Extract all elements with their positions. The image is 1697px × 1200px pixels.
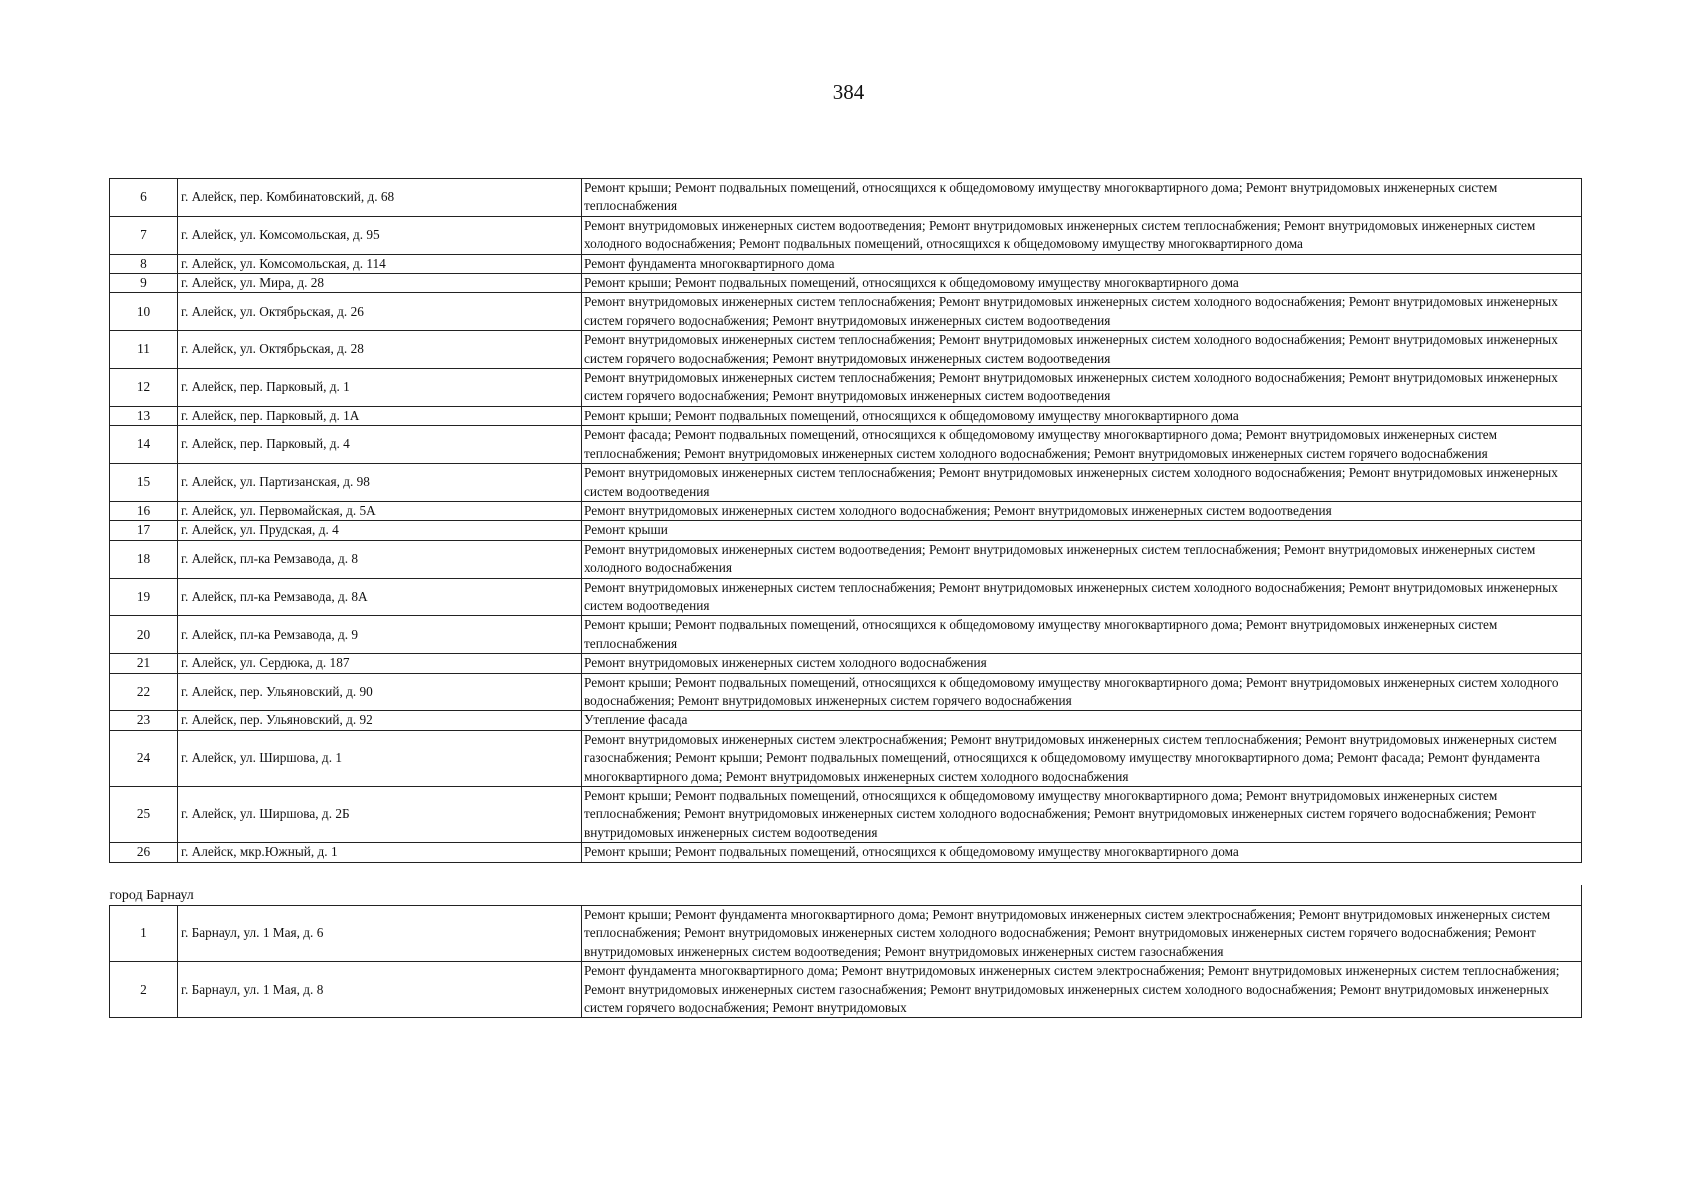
table-row xyxy=(110,730,1582,786)
row-works: Ремонт внутридомовых инженерных систем теплоснабжения; Ремонт внутридомовых инженерных систем холодного водоснабжения; Ремонт внутридомовых инженерных систем водоотведения xyxy=(582,578,1582,616)
table-row xyxy=(110,426,1582,464)
table-row xyxy=(110,711,1582,730)
row-works: Ремонт крыши; Ремонт подвальных помещений, относящихся к общедомовому имуществу многоквартирного дома; Ремонт внутридомовых инженерных систем теплоснабжения xyxy=(582,616,1582,654)
row-address: г. Алейск, ул. Ширшова, д. 1 xyxy=(178,730,582,786)
row-address: г. Алейск, ул. Ширшова, д. 2Б xyxy=(178,787,582,843)
row-works: Ремонт внутридомовых инженерных систем теплоснабжения; Ремонт внутридомовых инженерных систем холодного водоснабжения; Ремонт внутридомовых инженерных систем горячего водоснабжения; Ремонт внутридомовых инженерных систем водоотведения xyxy=(582,331,1582,369)
table-row xyxy=(110,274,1582,293)
row-number: 17 xyxy=(110,521,178,540)
row-number: 18 xyxy=(110,540,178,578)
row-address: г. Алейск, ул. Мира, д. 28 xyxy=(178,274,582,293)
row-number: 15 xyxy=(110,464,178,502)
row-works: Ремонт внутридомовых инженерных систем теплоснабжения; Ремонт внутридомовых инженерных систем холодного водоснабжения; Ремонт внутридомовых инженерных систем водоотведения xyxy=(582,464,1582,502)
row-address: г. Алейск, пер. Ульяновский, д. 90 xyxy=(178,673,582,711)
table-row xyxy=(110,501,1582,520)
table-row xyxy=(110,254,1582,273)
row-number: 8 xyxy=(110,254,178,273)
row-works: Ремонт крыши; Ремонт подвальных помещений, относящихся к общедомовому имуществу многоквартирного дома xyxy=(582,406,1582,425)
table-row xyxy=(110,521,1582,540)
row-works: Ремонт крыши xyxy=(582,521,1582,540)
row-works: Ремонт крыши; Ремонт фундамента многоквартирного дома; Ремонт внутридомовых инженерных систем электроснабжения; Ремонт внутридомовых инженерных систем теплоснабжения; Ремонт внутридомовых инженерных систем холодного водоснабжения; Ремонт внутридомовых инженерных систем горячего водоснабжения; Ремонт внутридомовых инженерных систем водоотведения; Ремонт внутридомовых инженерных систем газоснабжения xyxy=(582,906,1582,962)
row-address: г. Барнаул, ул. 1 Мая, д. 6 xyxy=(178,906,582,962)
row-address: г. Алейск, ул. Сердюка, д. 187 xyxy=(178,654,582,673)
row-number: 16 xyxy=(110,501,178,520)
row-works: Ремонт внутридомовых инженерных систем электроснабжения; Ремонт внутридомовых инженерных систем теплоснабжения; Ремонт внутридомовых инженерных систем газоснабжения; Ремонт крыши; Ремонт подвальных помещений, относящихся к общедомовому имуществу многоквартирного дома; Ремонт фасада; Ремонт фундамента многоквартирного дома; Ремонт внутридомовых инженерных систем холодного водоснабжения xyxy=(582,730,1582,786)
row-address: г. Алейск, пер. Парковый, д. 1А xyxy=(178,406,582,425)
row-works: Ремонт внутридомовых инженерных систем холодного водоснабжения xyxy=(582,654,1582,673)
row-works: Ремонт крыши; Ремонт подвальных помещений, относящихся к общедомовому имуществу многоквартирного дома; Ремонт внутридомовых инженерных систем теплоснабжения xyxy=(582,179,1582,217)
table-row xyxy=(110,654,1582,673)
row-works: Ремонт крыши; Ремонт подвальных помещений, относящихся к общедомовому имуществу многоквартирного дома; Ремонт внутридомовых инженерных систем холодного водоснабжения; Ремонт внутридомовых инженерных систем горячего водоснабжения xyxy=(582,673,1582,711)
row-works: Ремонт внутридомовых инженерных систем теплоснабжения; Ремонт внутридомовых инженерных систем холодного водоснабжения; Ремонт внутридомовых инженерных систем горячего водоснабжения; Ремонт внутридомовых инженерных систем водоотведения xyxy=(582,369,1582,407)
table-row xyxy=(110,293,1582,331)
row-number: 9 xyxy=(110,274,178,293)
row-works: Ремонт крыши; Ремонт подвальных помещений, относящихся к общедомовому имуществу многоквартирного дома; Ремонт внутридомовых инженерных систем теплоснабжения; Ремонт внутридомовых инженерных систем холодного водоснабжения; Ремонт внутридомовых инженерных систем горячего водоснабжения; Ремонт внутридомовых инженерных систем водоотведения xyxy=(582,787,1582,843)
row-address: г. Алейск, пл-ка Ремзавода, д. 8А xyxy=(178,578,582,616)
row-number: 26 xyxy=(110,843,178,862)
table-row xyxy=(110,369,1582,407)
row-address: г. Алейск, пер. Парковый, д. 4 xyxy=(178,426,582,464)
row-address: г. Алейск, ул. Октябрьская, д. 28 xyxy=(178,331,582,369)
row-number: 1 xyxy=(110,906,178,962)
row-works: Ремонт внутридомовых инженерных систем холодного водоснабжения; Ремонт внутридомовых инженерных систем водоотведения xyxy=(582,501,1582,520)
row-number: 19 xyxy=(110,578,178,616)
row-address: г. Барнаул, ул. 1 Мая, д. 8 xyxy=(178,962,582,1018)
table-row xyxy=(110,406,1582,425)
row-address: г. Алейск, ул. Комсомольская, д. 114 xyxy=(178,254,582,273)
row-number: 23 xyxy=(110,711,178,730)
row-number: 22 xyxy=(110,673,178,711)
row-works: Ремонт фундамента многоквартирного дома xyxy=(582,254,1582,273)
table-row xyxy=(110,843,1582,862)
row-number: 20 xyxy=(110,616,178,654)
row-number: 21 xyxy=(110,654,178,673)
row-works: Ремонт крыши; Ремонт подвальных помещений, относящихся к общедомовому имуществу многоквартирного дома xyxy=(582,843,1582,862)
city-heading: город Барнаул xyxy=(110,885,1582,906)
row-number: 13 xyxy=(110,406,178,425)
table-row xyxy=(110,464,1582,502)
row-address: г. Алейск, пер. Ульяновский, д. 92 xyxy=(178,711,582,730)
table-section-aleisk xyxy=(110,179,1582,863)
row-address: г. Алейск, пл-ка Ремзавода, д. 8 xyxy=(178,540,582,578)
row-works: Ремонт внутридомовых инженерных систем водоотведения; Ремонт внутридомовых инженерных систем теплоснабжения; Ремонт внутридомовых инженерных систем холодного водоснабжения; Ремонт подвальных помещений, относящихся к общедомовому имуществу многоквартирного дома xyxy=(582,216,1582,254)
row-number: 14 xyxy=(110,426,178,464)
table-row xyxy=(110,962,1582,1018)
row-number: 10 xyxy=(110,293,178,331)
row-number: 25 xyxy=(110,787,178,843)
row-number: 24 xyxy=(110,730,178,786)
table-row xyxy=(110,906,1582,962)
table-row xyxy=(110,540,1582,578)
table-row xyxy=(110,578,1582,616)
row-address: г. Алейск, ул. Прудская, д. 4 xyxy=(178,521,582,540)
row-works: Ремонт внутридомовых инженерных систем теплоснабжения; Ремонт внутридомовых инженерных систем холодного водоснабжения; Ремонт внутридомовых инженерных систем горячего водоснабжения; Ремонт внутридомовых инженерных систем водоотведения xyxy=(582,293,1582,331)
table-row xyxy=(110,216,1582,254)
row-works: Ремонт крыши; Ремонт подвальных помещений, относящихся к общедомовому имуществу многоквартирного дома xyxy=(582,274,1582,293)
row-works: Утепление фасада xyxy=(582,711,1582,730)
row-number: 12 xyxy=(110,369,178,407)
table-row xyxy=(110,331,1582,369)
table-row xyxy=(110,673,1582,711)
table-section-city-heading xyxy=(110,862,1582,905)
row-number: 11 xyxy=(110,331,178,369)
row-number: 7 xyxy=(110,216,178,254)
row-address: г. Алейск, ул. Октябрьская, д. 26 xyxy=(178,293,582,331)
row-address: г. Алейск, мкр.Южный, д. 1 xyxy=(178,843,582,862)
row-number: 2 xyxy=(110,962,178,1018)
repair-table xyxy=(109,178,1582,1018)
row-address: г. Алейск, пер. Комбинатовский, д. 68 xyxy=(178,179,582,217)
table-row xyxy=(110,787,1582,843)
row-address: г. Алейск, ул. Первомайская, д. 5А xyxy=(178,501,582,520)
row-address: г. Алейск, ул. Комсомольская, д. 95 xyxy=(178,216,582,254)
row-works: Ремонт фасада; Ремонт подвальных помещений, относящихся к общедомовому имуществу многоквартирного дома; Ремонт внутридомовых инженерных систем теплоснабжения; Ремонт внутридомовых инженерных систем холодного водоснабжения; Ремонт внутридомовых инженерных систем горячего водоснабжения xyxy=(582,426,1582,464)
row-works: Ремонт внутридомовых инженерных систем водоотведения; Ремонт внутридомовых инженерных систем теплоснабжения; Ремонт внутридомовых инженерных систем холодного водоснабжения xyxy=(582,540,1582,578)
spacer-row xyxy=(110,862,1582,885)
city-heading-row xyxy=(110,885,1582,906)
table-section-barnaul xyxy=(110,906,1582,1018)
page-number: 384 xyxy=(832,80,865,104)
row-address: г. Алейск, ул. Партизанская, д. 98 xyxy=(178,464,582,502)
table-row xyxy=(110,179,1582,217)
row-address: г. Алейск, пл-ка Ремзавода, д. 9 xyxy=(178,616,582,654)
row-number: 6 xyxy=(110,179,178,217)
table-row xyxy=(110,616,1582,654)
row-address: г. Алейск, пер. Парковый, д. 1 xyxy=(178,369,582,407)
row-works: Ремонт фундамента многоквартирного дома; Ремонт внутридомовых инженерных систем электроснабжения; Ремонт внутридомовых инженерных систем теплоснабжения; Ремонт внутридомовых инженерных систем газоснабжения; Ремонт внутридомовых инженерных систем холодного водоснабжения; Ремонт внутридомовых инженерных систем горячего водоснабжения; Ремонт внутридомовых xyxy=(582,962,1582,1018)
